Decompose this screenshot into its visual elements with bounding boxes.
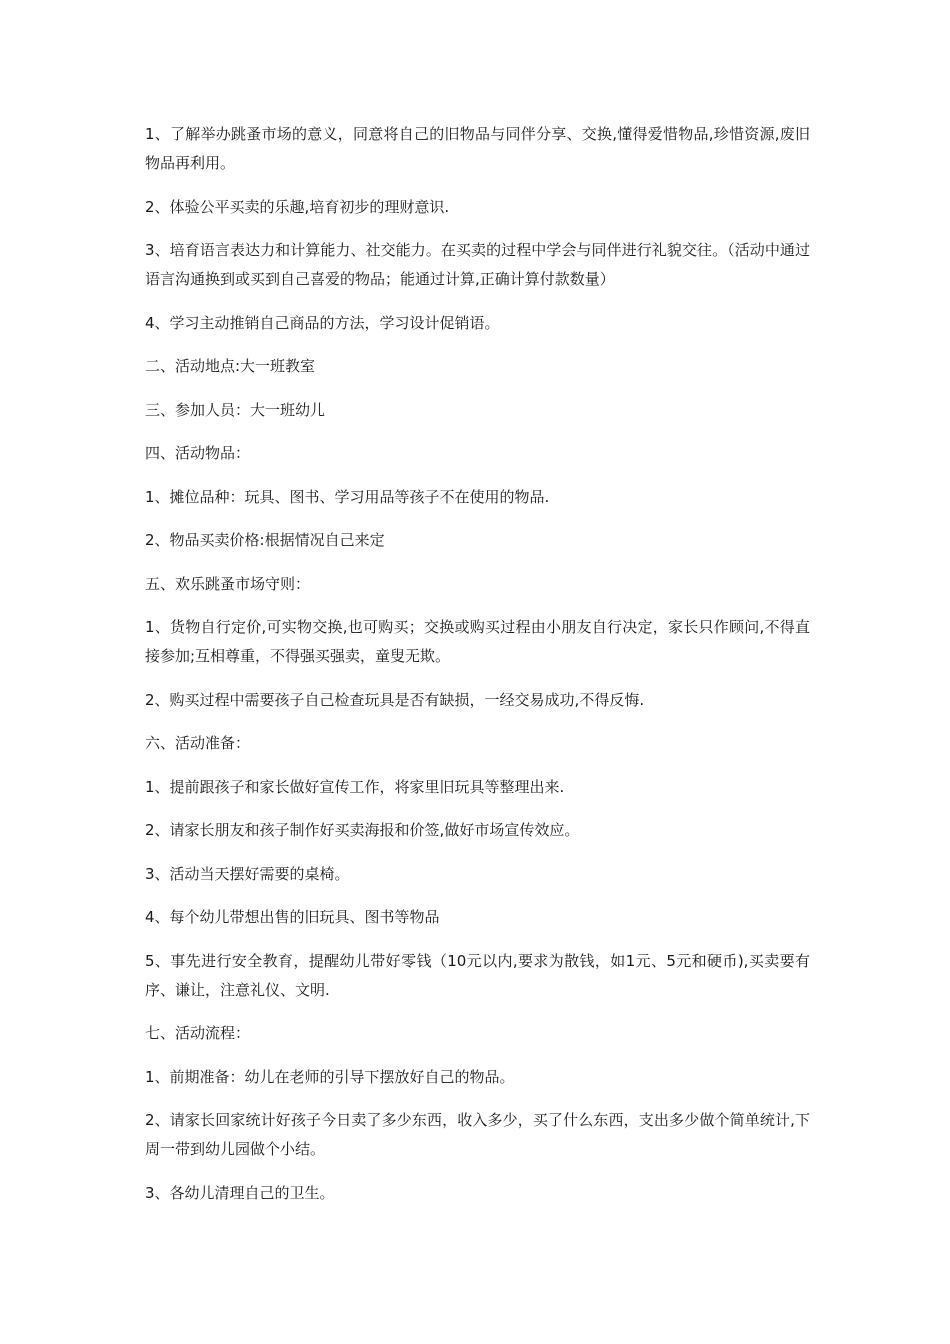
paragraph-prep-2: 2、请家长朋友和孩子制作好买卖海报和价签,做好市场宣传效应。 bbox=[145, 821, 580, 839]
paragraph-goal-2: 2、体验公平买卖的乐趣,培育初步的理财意识. bbox=[145, 197, 450, 216]
section-heading-process: 七、活动流程： bbox=[145, 1024, 251, 1042]
paragraph-prep-5: 5、事先进行安全教育，提醒幼儿带好零钱（10元以内,要求为散钱，如1元、5元和硬币),买卖要有序、谦让，注意礼仪、文明. bbox=[145, 951, 810, 999]
paragraph-process-3: 3、各幼儿清理自己的卫生。 bbox=[145, 1183, 335, 1202]
paragraph-rules-2: 2、购买过程中需要孩子自己检查玩具是否有缺损，一经交易成功,不得反悔. bbox=[145, 690, 645, 709]
section-heading-preparation: 六、活动准备： bbox=[145, 734, 251, 752]
paragraph-rules-1: 1、货物自行定价,可实物交换,也可购买；交换或购买过程由小朋友自行决定，家长只作顾问,不得直接参加;互相尊重，不得强买强卖，童叟无欺。 bbox=[145, 618, 810, 665]
paragraph-items-1: 1、摊位品种：玩具、图书、学习用品等孩子不在使用的物品. bbox=[145, 487, 550, 506]
paragraph-prep-1: 1、提前跟孩子和家长做好宣传工作，将家里旧玩具等整理出来. bbox=[145, 777, 565, 796]
paragraph-prep-3: 3、活动当天摆好需要的桌椅。 bbox=[145, 864, 350, 883]
section-heading-rules: 五、欢乐跳蚤市场守则： bbox=[145, 574, 311, 593]
paragraph-goal-4: 4、学习主动推销自己商品的方法，学习设计促销语。 bbox=[145, 313, 500, 332]
paragraph-items-2: 2、物品买卖价格:根据情况自己来定 bbox=[145, 531, 385, 549]
section-heading-location: 二、活动地点:大一班教室 bbox=[145, 357, 316, 375]
section-heading-items: 四、活动物品： bbox=[145, 444, 251, 462]
paragraph-process-2: 2、请家长回家统计好孩子今日卖了多少东西，收入多少，买了什么东西，支出多少做个简单统计,下周一带到幼儿园做个小结。 bbox=[145, 1111, 810, 1158]
paragraph-goal-3: 3、培育语言表达力和计算能力、社交能力。在买卖的过程中学会与同伴进行礼貌交往。（活动中通过语言沟通换到或买到自己喜爱的物品；能通过计算,正确计算付款数量） bbox=[145, 241, 810, 288]
paragraph-prep-4: 4、每个幼儿带想出售的旧玩具、图书等物品 bbox=[145, 908, 440, 926]
paragraph-goal-1: 1、了解举办跳蚤市场的意义，同意将自己的旧物品与同伴分享、交换,懂得爱惜物品,珍惜资源,废旧物品再利用。 bbox=[145, 125, 810, 172]
paragraph-process-1: 1、前期准备：幼儿在老师的引导下摆放好自己的物品。 bbox=[145, 1067, 515, 1086]
section-heading-participants: 三、参加人员：大一班幼儿 bbox=[145, 400, 326, 419]
document-page bbox=[145, 120, 810, 1222]
